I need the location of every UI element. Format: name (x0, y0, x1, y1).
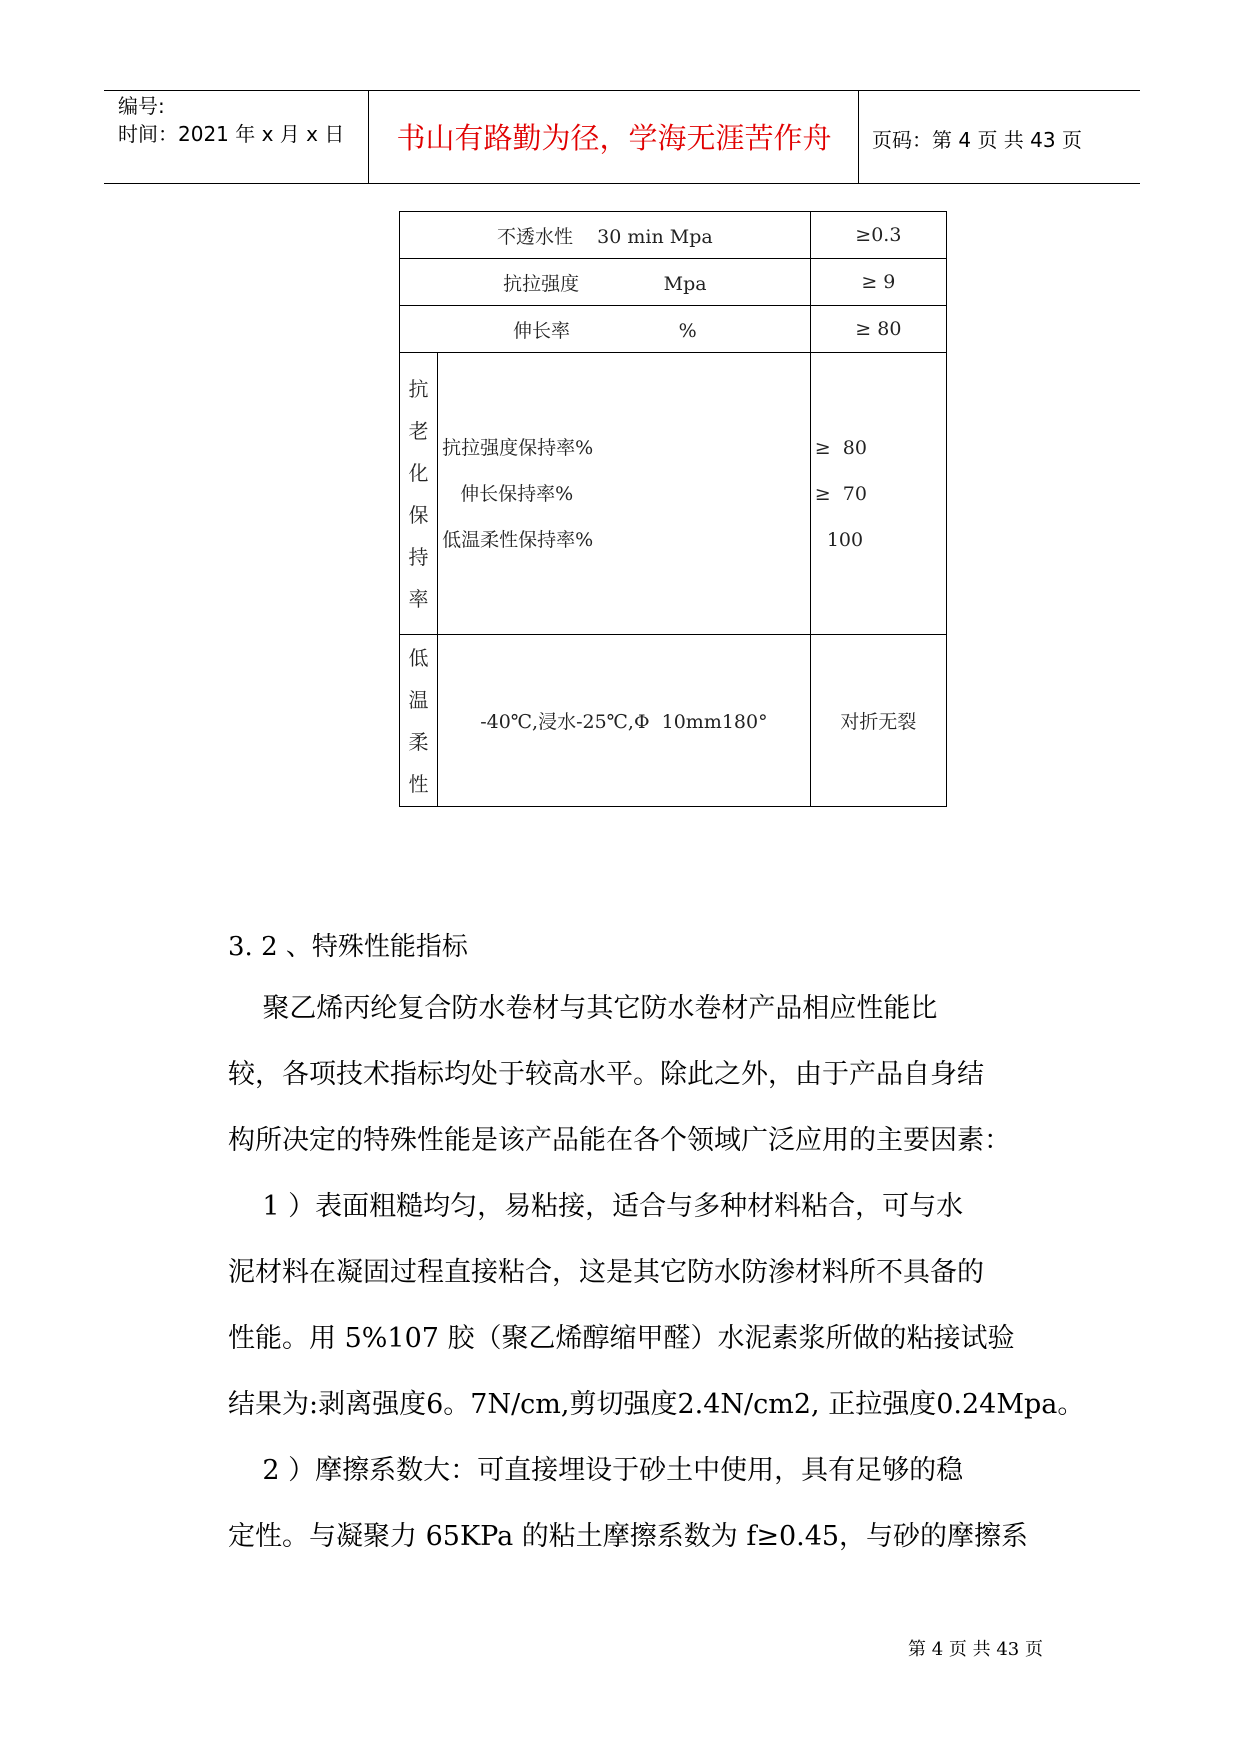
section-title: 3. 2 、特殊性能指标 (228, 932, 468, 962)
header-top-rule (104, 90, 1140, 91)
aging-value: ≥ 70 (814, 482, 867, 505)
group-char: 率 (408, 586, 429, 611)
paragraph-line: 构所决定的特殊性能是该产品能在各个领域广泛应用的主要因素： (228, 1125, 1011, 1156)
paragraph-line: 定性。与凝聚力 65KPa 的粘土摩擦系数为 f≥0.45，与砂的摩擦系 (228, 1521, 1029, 1552)
aging-value: ≥ 80 (814, 436, 867, 459)
paragraph-line: 性能。用 5%107 胶（聚乙烯醇缩甲醛）水泥素浆所做的粘接试验 (228, 1323, 1015, 1354)
table-row (400, 259, 947, 306)
group-char: 性 (408, 771, 429, 796)
footer-page-number: 第 4 页 共 43 页 (908, 1639, 1043, 1660)
paragraph-intro (228, 976, 1068, 1174)
header-bottom-rule (104, 183, 1140, 184)
table-cell-value: ≥0.3 (810, 212, 946, 259)
paragraph-item-2 (228, 1438, 1068, 1570)
aging-item: 伸长保持率% (442, 482, 574, 505)
header-divider-left (368, 90, 369, 183)
group-char: 柔 (408, 729, 429, 754)
header-time-label: 时间：2021 年 x 月 x 日 (118, 122, 345, 146)
table-row-aging (400, 353, 947, 635)
table-row (400, 306, 947, 353)
header-motto: 书山有路勤为径，学海无涯苦作舟 (396, 121, 832, 155)
aging-items (438, 353, 811, 635)
spec-table (399, 211, 947, 807)
table-cell-value: ≥ 80 (810, 306, 946, 353)
low-temp-condition: -40℃,浸水-25℃,Φ 10mm180° (438, 635, 811, 807)
table-cell-item: 不透水性 30 min Mpa (400, 212, 811, 259)
group-char: 低 (408, 645, 429, 670)
paragraph-line: 聚乙烯丙纶复合防水卷材与其它防水卷材产品相应性能比 (228, 993, 938, 1024)
aging-item: 低温柔性保持率% (442, 528, 594, 551)
table-cell-item: 伸长率 % (400, 306, 811, 353)
header-number-label: 编号: (118, 94, 165, 118)
low-temp-value: 对折无裂 (810, 635, 946, 807)
aging-value: 100 (814, 528, 864, 551)
group-char: 保 (408, 502, 429, 527)
aging-item: 抗拉强度保持率% (442, 436, 594, 459)
paragraph-line: 泥材料在凝固过程直接粘合，这是其它防水防渗材料所不具备的 (228, 1257, 984, 1288)
group-char: 持 (408, 544, 429, 569)
header-page-label: 页码：第 4 页 共 43 页 (872, 128, 1082, 152)
group-char: 温 (408, 687, 429, 712)
group-char: 化 (408, 460, 429, 485)
header-meta (118, 92, 344, 148)
paragraph-line: 较，各项技术指标均处于较高水平。除此之外，由于产品自身结 (228, 1059, 984, 1090)
paragraph-line: 1 ）表面粗糙均匀，易粘接，适合与多种材料粘合，可与水 (228, 1191, 964, 1222)
table-row (400, 212, 947, 259)
paragraph-line: 结果为:剥离强度6。7N/cm,剪切强度2.4N/cm2, 正拉强度0.24Mpa。 (228, 1389, 1085, 1420)
table-cell-value: ≥ 9 (810, 259, 946, 306)
low-temp-group-label (400, 635, 438, 807)
paragraph-item-1 (228, 1174, 1085, 1438)
table-cell-item: 抗拉强度 Mpa (400, 259, 811, 306)
table-row-low-temp (400, 635, 947, 807)
group-char: 老 (408, 418, 429, 443)
paragraph-line: 2 ）摩擦系数大：可直接埋设于砂土中使用，具有足够的稳 (228, 1455, 964, 1486)
header-divider-right (858, 90, 859, 183)
aging-values (810, 353, 946, 635)
group-char: 抗 (408, 376, 429, 401)
aging-group-label (400, 353, 438, 635)
